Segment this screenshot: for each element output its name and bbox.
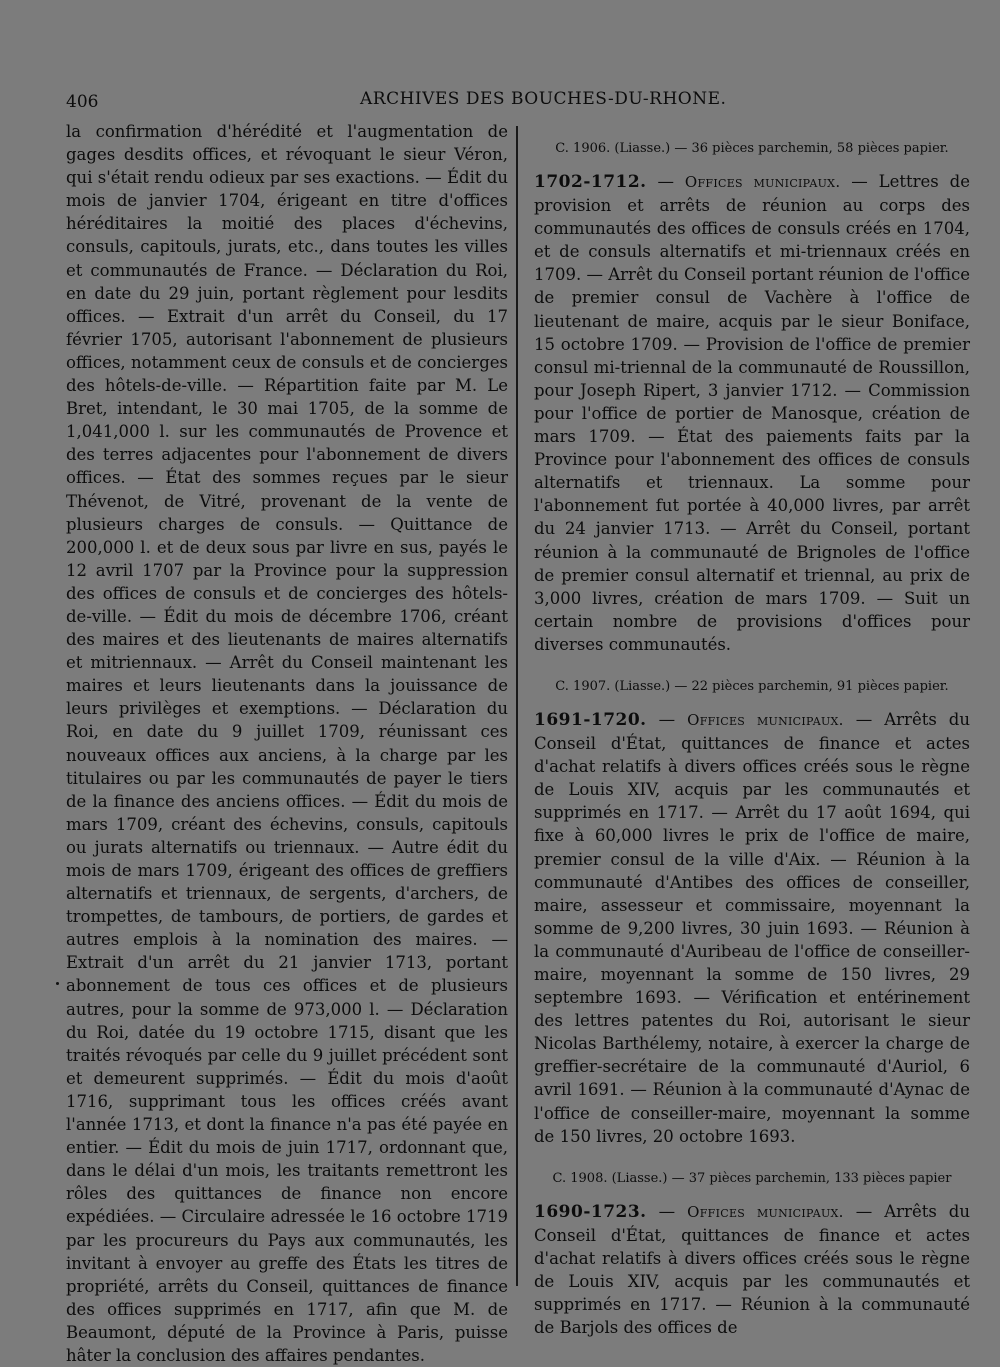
entry-text (534, 708, 970, 1148)
entry-dash: — (646, 1201, 688, 1221)
shelf-mark: C. 1906. (Liasse.) — 36 pièces parchemin, 58 pièces papier. (555, 141, 949, 156)
entry-title: Offices municipaux. (687, 1202, 844, 1221)
entry-body: — Arrêts du Conseil d'État, quittances de finance et actes d'achat relatifs à divers offices créés sous le règne de Louis XIV, acquis par les communautés et supprimés en 1717. — Arrêt du 17 août 1694, qui fixe à 60,000 livres le prix de l'office de maire, premier consul de la ville d'Aix. — Réunion à la communauté d'Antibes des offices de conseiller, maire, assesseur et commissaire, moyennant la somme de 9,200 livres, 30 juin 1693. — Réunion à la communauté d'Auribeau de l'office de conseiller-maire, moyennant la somme de 150 livres, 29 septembre 1693. — Vérification et entérinement des lettres patentes du Roi, autorisant le sieur Nicolas Barthélemy, notaire, à exercer la charge de greffier-secrétaire de la communauté d'Auriol, 6 avril 1691. — Réunion à la communauté d'Aynac de l'office de conseiller-maire, moyennant la somme de 150 livres, 20 octobre 1693. (534, 709, 971, 1146)
entry-dates: 1690-1723. (534, 1201, 647, 1222)
entry-body: — Arrêts du Conseil d'État, quittances de finance et actes d'achat relatifs à divers offices créés sous le règne de Louis XIV, acquis par les communautés et supprimés en 1717. — Réunion à la communauté de Barjols des offices de (534, 1201, 971, 1338)
entry-dates: 1691-1720. (534, 709, 647, 730)
shelf-mark: C. 1908. (Liasse.) — 37 pièces parchemin, 133 pièces papier (552, 1170, 952, 1186)
entry-text (534, 170, 970, 656)
inventory-entry-c1907 (534, 678, 970, 1148)
shelf-mark: C. 1907. (Liasse.) — 22 pièces parchemin, 91 pièces papier. (555, 678, 949, 694)
margin-mark (56, 982, 59, 985)
page-number: 406 (66, 92, 99, 112)
column-divider (516, 126, 518, 1286)
entry-dash: — (646, 172, 685, 191)
inventory-entry-c1908 (534, 1170, 970, 1340)
running-title: ARCHIVES DES BOUCHES-DU-RHONE. (360, 89, 727, 109)
entry-title: Offices municipaux. (684, 173, 841, 191)
right-column (534, 140, 970, 1361)
entry-body: — Lettres de provision et arrêts de réunion au corps des communautés des offices de consuls créés en 1704, et de consuls alternatifs et mi-triennaux créés en 1709. — Arrêt du Conseil portant réunion de l'office de premier consul de Vachère à l'office de lieutenant de maire, acquis par le sieur Boniface, 15 octobre 1709. — Provision de l'office de premier consul mi-triennal de la communauté de Roussillon, pour Joseph Ripert, 3 janvier 1712. — Commission pour l'office de portier de Manosque, création de mars 1709. — État des paiements faits par la Province pour l'abonnement des offices de consuls alternatifs et triennaux. La somme pour l'abonnement fut portée à 40,000 livres, par arrêt du 24 janvier 1713. — Arrêt du Conseil, portant réunion à la communauté de Brignoles de l'office de premier consul alternatif et triennal, au prix de 3,000 livres, création de mars 1709. — Suit un certain nombre de provisions d'offices pour diverses communautés. (534, 172, 970, 654)
entry-text (534, 1200, 970, 1340)
inventory-entry-c1906 (534, 140, 970, 656)
entry-dates: 1702-1712. (534, 172, 647, 192)
entry-dash: — (646, 709, 688, 729)
entry-title: Offices municipaux. (687, 710, 844, 729)
left-column (66, 120, 508, 1367)
left-column-text: la confirmation d'hérédité et l'augmentation de gages desdits offices, et révoquant le sieur Véron, qui s'était rendu odieux par ses exactions. — Édit du mois de janvier 1704, érigeant en titre d'offices héréditaires la moitié des places d'échevins, consuls, capitouls, jurats, etc., dans toutes les villes et communautés de France. — Déclaration du Roi, en date du 29 juin, portant règlement pour lesdits offices. — Extrait d'un arrêt du Conseil, du 17 février 1705, autorisant l'abonnement de plusieurs offices, notamment ceux de consuls et de concierges des hôtels-de-ville. — Répartition faite par M. Le Bret, intendant, le 30 mai 1705, de la somme de 1,041,000 l. sur les communautés de Provence et des terres adjacentes pour l'abonnement de divers offices. — État des sommes reçues par le sieur Thévenot, de Vitré, provenant de la vente de plusieurs charges de consuls. — Quittance de 200,000 l. et de deux sous par livre en sus, payés le 12 avril 1707 par la Province pour la suppression des offices de consuls et de concierges des hôtels-de-ville. — Édit du mois de décembre 1706, créant des maires et des lieutenants de maires alternatifs et mitriennaux. — Arrêt du Conseil maintenant les maires et leurs lieutenants dans la jouissance de leurs privilèges et exemptions. — Déclaration du Roi, en date du 9 juillet 1709, réunissant ces nouveaux offices aux anciens, à la charge par les titulaires ou par les communautés de payer le tiers de la finance des anciens offices. — Édit du mois de mars 1709, créant des échevins, consuls, capitouls ou jurats alternatifs ou triennaux. — Autre édit du mois de mars 1709, érigeant des offices de greffiers alternatifs et triennaux, de sergents, d'archers, de trompettes, de tambours, de portiers, de gardes et autres emplois à la nomination des maires. — Extrait d'un arrêt du 21 janvier 1713, portant abonnement de tous ces offices et de plusieurs autres, pour la somme de 973,000 l. — Déclaration du Roi, datée du 19 octobre 1715, disant que les traités révoqués par celle du 9 juillet précédent sont et demeurent supprimés. — Édit du mois d'août 1716, supprimant tous les offices créés avant l'année 1713, et dont la finance n'a pas été payée en entier. — Édit du mois de juin 1717, ordonnant que, dans le délai d'un mois, les traitants remettront les rôles des quittances de finance non encore expédiées. — Circulaire adressée le 16 octobre 1719 par les procureurs du Pays aux communautés, les invitant à envoyer au greffe des États les titres de propriété, arrêts du Conseil, quittances de finance des offices supprimés en 1717, afin que M. de Beaumont, député de la Province à Paris, puisse hâter la conclusion des affaires pendantes. (66, 122, 508, 1365)
